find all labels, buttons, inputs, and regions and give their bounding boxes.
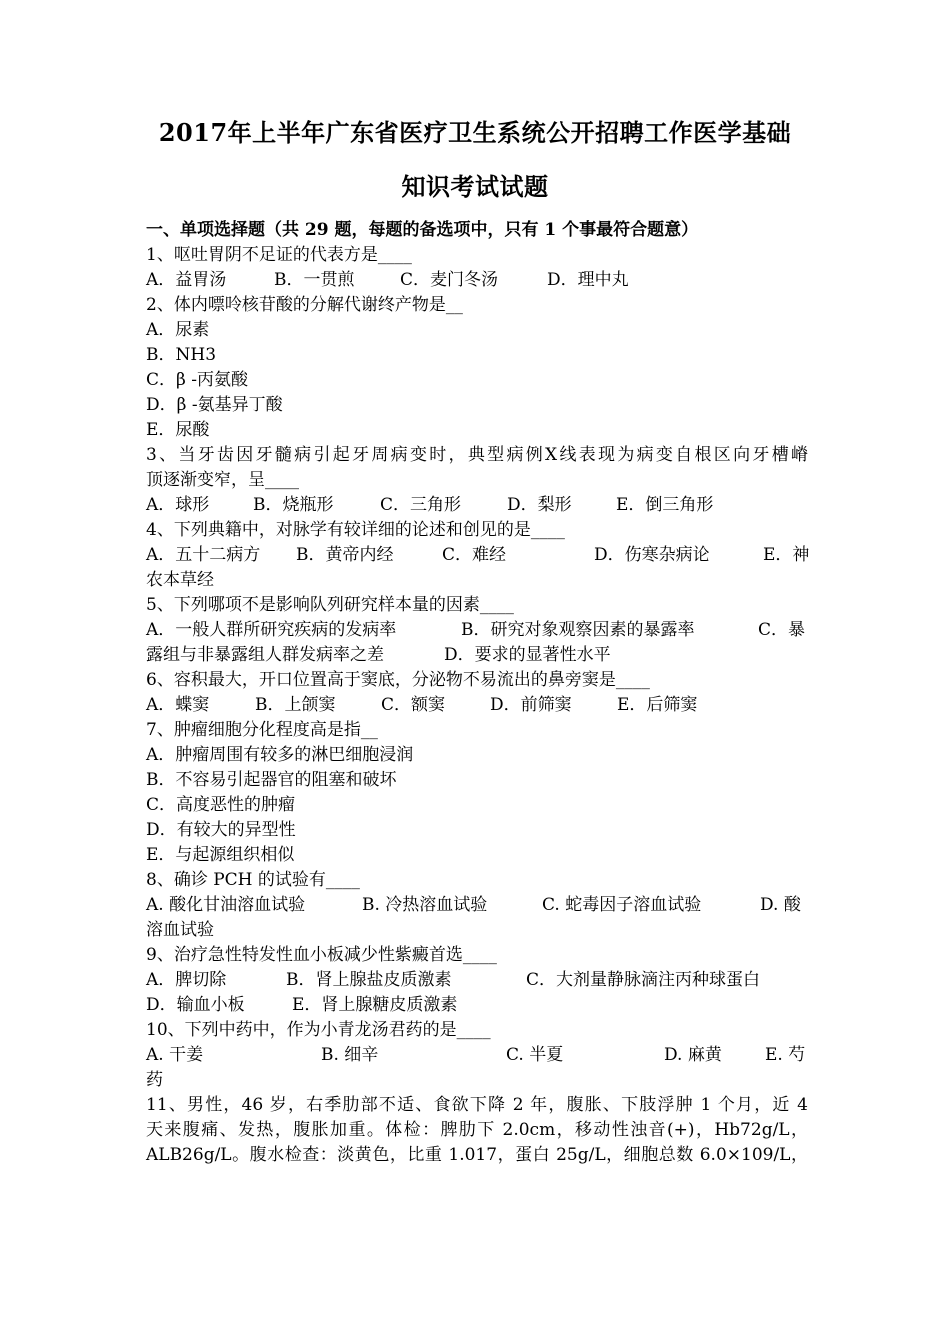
question-3-options [146,493,808,518]
q5-option-a: A．一般人群所研究疾病的发病率 [146,620,397,640]
q9-option-d: D．输血小板 [146,995,245,1015]
question-4-options-cont: 农本草经 [146,570,214,590]
question-1-stem: 1、呕吐胃阴不足证的代表方是____ [146,245,412,265]
question-2-stem: 2、体内嘌呤核苷酸的分解代谢终产物是__ [146,295,463,315]
q6-option-d: D．前筛窦 [490,695,572,715]
question-10-options-cont: 药 [146,1070,163,1090]
question-3-stem-line-1: 3、当牙齿因牙髓病引起牙周病变时，典型病例X线表现为病变自根区向牙槽嵴 [146,445,808,465]
q9-option-a: A．脾切除 [146,970,227,990]
question-3-stem-line-2: 顶逐渐变窄，呈____ [146,470,299,490]
q8-option-c: C. 蛇毒因子溶血试验 [542,895,702,915]
q4-option-a: A．五十二病方 [146,545,261,565]
q10-option-d: D. 麻黄 [664,1045,722,1065]
q8-option-d: D. 酸 [760,895,801,915]
q5-option-c-cont: 露组与非暴露组人群发病率之差 [146,645,384,665]
q1-option-a: A．益胃汤 [146,270,227,290]
question-5-stem: 5、下列哪项不是影响队列研究样本量的因素____ [146,595,514,615]
q5-option-d: D．要求的显著性水平 [444,645,611,665]
q6-option-e: E．后筛窦 [617,695,698,715]
document-title-line-2: 知识考试试题 [401,172,549,201]
question-11-line-1: 11、男性，46 岁，右季肋部不适、食欲下降 2 年，腹胀、下肢浮肿 1 个月，近 4 [146,1095,808,1115]
q10-option-a: A. 干姜 [146,1045,204,1065]
q6-option-b: B．上颌窦 [255,695,336,715]
q2-option-e: E．尿酸 [146,420,210,440]
q2-option-b: B．NH3 [146,345,217,365]
q1-option-d: D．理中丸 [547,270,629,290]
question-1-options [146,268,808,293]
q4-option-b: B．黄帝内经 [296,545,394,565]
q5-option-b: B．研究对象观察因素的暴露率 [461,620,695,640]
q3-option-d: D．梨形 [507,495,572,515]
question-9-options [146,968,808,993]
q7-option-c: C．高度恶性的肿瘤 [146,795,296,815]
q8-option-a: A. 酸化甘油溶血试验 [146,895,306,915]
question-4-options [146,543,808,568]
question-4-stem: 4、下列典籍中，对脉学有较详细的论述和创见的是____ [146,520,565,540]
section-header: 一、单项选择题（共 29 题，每题的备选项中，只有 1 个事最符合题意） [146,220,699,240]
q3-option-e: E．倒三角形 [616,495,714,515]
q2-option-a: A．尿素 [146,320,210,340]
q9-option-c: C．大剂量静脉滴注丙种球蛋白 [526,970,761,990]
q7-option-b: B．不容易引起器官的阻塞和破坏 [146,770,397,790]
q10-option-c: C. 半夏 [506,1045,564,1065]
q9-option-e: E．肾上腺糖皮质激素 [292,995,458,1015]
question-8-options-cont: 溶血试验 [146,920,214,940]
question-5-options [146,618,808,643]
q4-option-c: C．难经 [442,545,507,565]
q7-option-e: E．与起源组织相似 [146,845,295,865]
q3-option-c: C．三角形 [380,495,462,515]
q10-option-b: B. 细辛 [321,1045,379,1065]
question-8-stem: 8、确诊 PCH 的试验有____ [146,870,360,890]
q7-option-d: D．有较大的异型性 [146,820,296,840]
q4-option-d: D．伤寒杂病论 [594,545,710,565]
q5-option-c: C．暴 [758,620,806,640]
q2-option-d: D．β -氨基异丁酸 [146,395,283,415]
question-7-stem: 7、肿瘤细胞分化程度高是指__ [146,720,378,740]
q1-option-c: C．麦门冬汤 [400,270,499,290]
q2-option-c: C．β -丙氨酸 [146,370,248,390]
q7-option-a: A．肿瘤周围有较多的淋巴细胞浸润 [146,745,414,765]
q3-option-a: A．球形 [146,495,210,515]
q6-option-c: C．额窦 [381,695,446,715]
question-9-options-row-2 [146,993,808,1018]
question-10-stem: 10、下列中药中，作为小青龙汤君药的是____ [146,1020,491,1040]
q8-option-b: B. 冷热溶血试验 [362,895,488,915]
document-title-line-1: 2017年上半年广东省医疗卫生系统公开招聘工作医学基础 [158,118,792,147]
q1-option-b: B．一贯煎 [274,270,355,290]
q9-option-b: B．肾上腺盐皮质激素 [286,970,452,990]
question-11-line-2: 天来腹痛、发热，腹胀加重。体检：脾肋下 2.0cm，移动性浊音(+)，Hb72g/L， [146,1120,808,1140]
question-11-line-3: ALB26g/L。腹水检查：淡黄色，比重 1.017，蛋白 25g/L，细胞总数 6.0×109/L， [146,1145,808,1165]
q3-option-b: B．烧瓶形 [253,495,334,515]
q4-option-e: E．神 [763,545,810,565]
question-8-options [146,893,808,918]
question-9-stem: 9、治疗急性特发性血小板减少性紫癜首选____ [146,945,497,965]
question-6-options [146,693,808,718]
q6-option-a: A．蝶窦 [146,695,210,715]
q10-option-e: E. 芍 [765,1045,806,1065]
document-body [146,218,808,1168]
question-5-options-cont [146,643,808,668]
question-6-stem: 6、容积最大，开口位置高于窦底，分泌物不易流出的鼻旁窦是____ [146,670,650,690]
question-10-options [146,1043,808,1068]
